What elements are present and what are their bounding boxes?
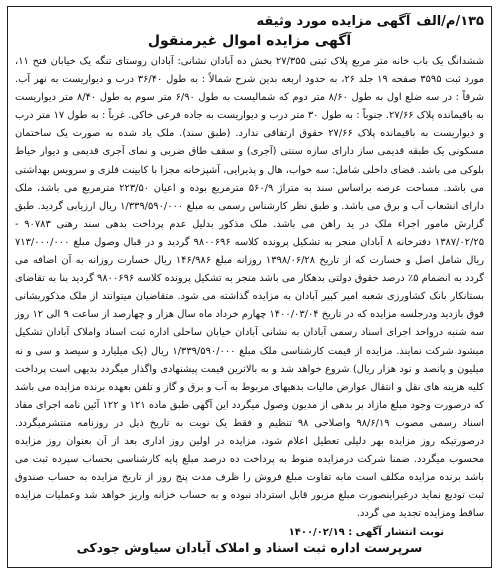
notice-body: ششدانگ یک باب خانه متر مربع پلاک ثبتی ۲۷/۳۵۵ بخش ده آبادان نشانی: آبادان روستای تنگه یک خیابان فتح ۱۱، مورد ثبت ۳۵۹۵ صفحه ۱۹ جلد ۲۶، به حدود اربعه بدین شرح شمالاً : به طول ۳۶/۴۰ درب و دیواریست به نهر آب. شرقاً : در سه ضلع اول به طول ۸/۶۰ متر دوم که شمالیست به طول ۶/۹۰ متر سوم به طول ۸/۴۰ متر دیواریست به باقیمانده پلاک ۲۷/۶۶. جنوباً : به طول ۳۰ متر درب و دیواریست به جاده فرعی خاکی. غرباً : به طول ۱۷ متر درب و دیواریست به باقیمانده پلاک ۲۷/۶۶ حقوق ارتفاقی ندارد. (طبق سند). ملک یاد شده به صورت یک ساختمان مسکونی یک طبقه قدیمی ساز دارای سازه سنتی (آجری) و سقف طاق ضربی و نمای آجری قدیمی و دیوار حیاط بلوکی می باشد. فضای داخلی شامل: سه خواب، هال و پذیرایی، آشپزخانه مجزا با کابینت فلزی و سرویس بهداشتی می باشد. مساحت عرصه براساس سند به متراژ ۵۶۰/۹ مترمربع بوده و اعیان ۲۲۳/۵۰ مترمربع می باشد، ملک دارای انشعاب آب و برق می باشد. و طبق نظر کارشناس رسمی به مبلغ ۱/۳۳۹/۵۹۰/۰۰۰ ریال ارزیابی گردید. طبق گزارش مامور اجراء ملک در ید راهن می باشد. ملک مذکور بدلیل عدم پرداخت بدهی سند رهنی ۹۰۷۸۳ - ۱۳۸۷/۰۲/۲۵ دفترخانه ۸ آبادان منجر به تشکیل پرونده کلاسه ۹۸۰۰۶۹۶ گردید و در قبال وصول مبلغ ۷۱۳/۰۰۰/۰۰۰ ریال شامل اصل و خسارت که از تاریخ ۱۳۹۸/۰۶/۲۸ روزانه مبلغ ۱۴۶/۹۸۶ ریال خسارت روزانه به آن اضافه می گردد به انضمام ۵٪ درصد حقوق دولتی بدهکار می باشد منجر به تشکیل پرونده کلاسه ۹۸۰۰۶۹۶ گردید بنا به تقاضای بستانکار بانک کشاورزی شعبه امیر کبیر آبادان به مزایده گذاشته می شود. متقاضیان میتوانند از ملک مذکوربشانی فوق بازدید ودرجلسه مزایده که در تاریخ ۱۴۰۰/۰۳/۰۴ چهارم خرداد ماه سال هزار و چهارصد از ساعت ۹ الی ۱۲ روز سه شنبه درواحد اجرای اسناد رسمی آبادان به نشانی آبادان خیابان ساحلی اداره ثبت اسناد واملاک آبادان تشکیل میشود شرکت نمایند. مزایده از قیمت کارشناسی ملک مبلغ ۱/۳۳۹/۵۹۰/۰۰۰ ریال (یک میلیارد و سیصد و سی و نه میلیون و پانصد و نود هزار ریال) شروع خواهد شد و به بالاترین قیمت پیشنهادی واگذار میگردد بدیهی است پرداخت کلیه هزینه های نقل و انتقال عوارض مالیات بدهیهای مربوط به آب و برق و گاز و تلفن بعهده برنده مزایده می باشد که درصورت وجود مبلغ مازاد بر بدهی از مدیون وصول میگردد این آگهی طبق ماده ۱۲۱ و ۱۲۲ آئین نامه اجرای مفاد اسناد رسمی مصوب ۹۸/۶/۱۹ واصلاحی ۹۸ تنظیم و فقط یک نوبت به تاریخ ذیل در روزنامه منتشرمیگردد. درصورتیکه روز مزایده بهر دلیلی تعطیل اعلام شود، مزایده در اولین روز اداری بعد از آن بعنوان روز مزایده محسوب میگردد. ضمنا شرکت درمزایده منوط به پرداخت ده درصد مبلغ پایه کارشناسی بحساب سپرده ثبت می باشد برنده مزایده مکلف است مابه تفاوت مبلغ فروش را ظرف مدت پنج روز از تاریخ مزایده به حساب صندوق ثبت تودیع نماید درغیراینصورت مبلغ مزبور قابل استرداد نبوده و به حساب خزانه واریز خواهد شد وعملیات مزایده ساقط ومزایده تجدید می گردد. [15,56,485,520]
publish-date: نوبت انتشار آگهی : ۱۴۰۰/۰۲/۱۹ [288,527,444,539]
notice-header [15,11,484,31]
notice-title: آگهی مزایده اموال غیرمنقول [147,33,352,49]
signature: سرپرست اداره ثبت اسناد و املاک آبادان سیاوش جودکی [76,540,423,556]
notice-frame [7,6,492,568]
notice-heading: آگهی مزایده مورد وثیقه [256,13,411,29]
notice-footer [15,527,484,555]
notice-code: ۱۳۵/م/الف [416,13,484,29]
